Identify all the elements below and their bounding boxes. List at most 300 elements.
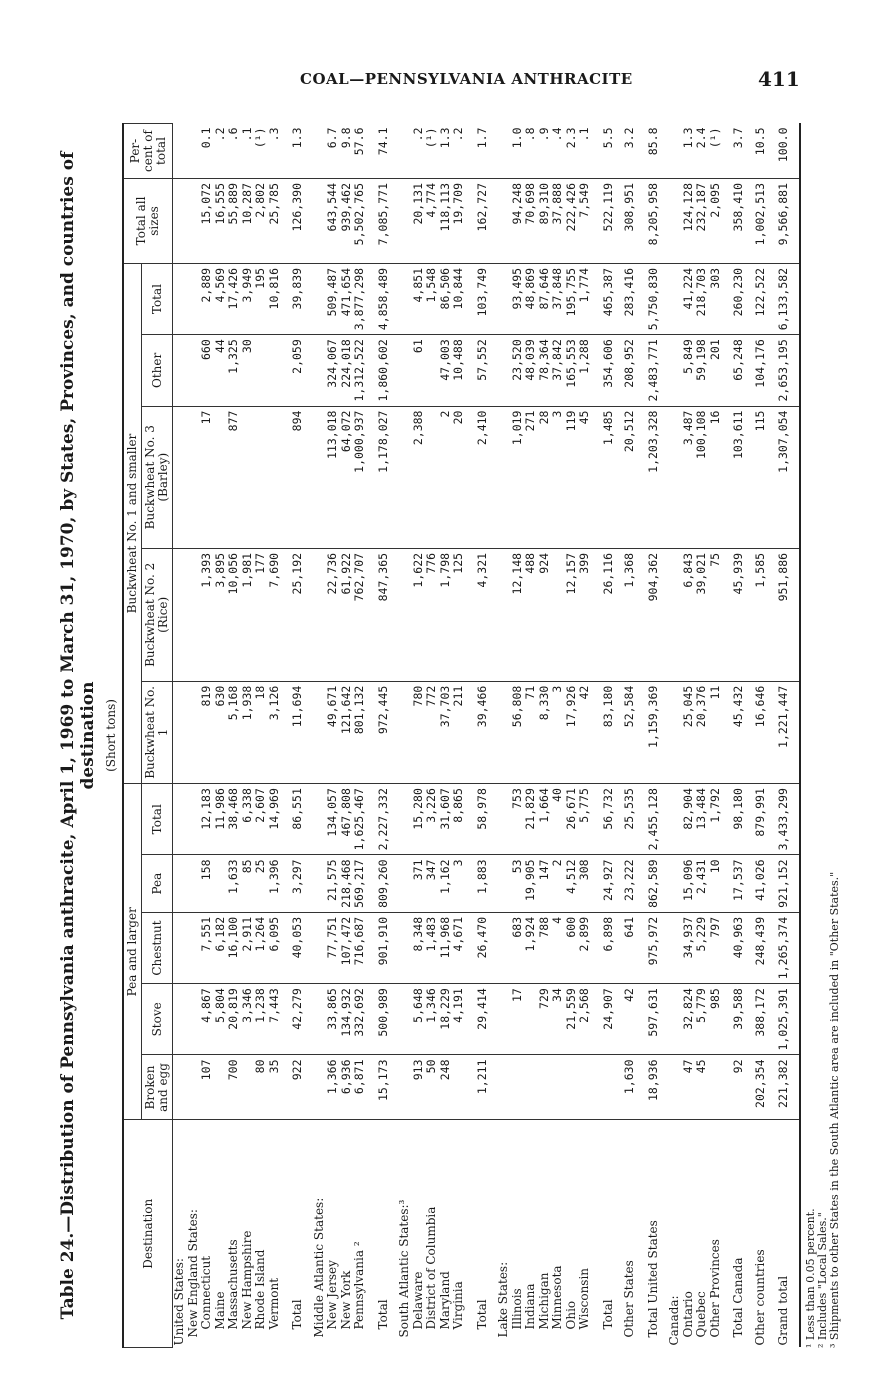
destination-cell: Lake States: bbox=[496, 1261, 510, 1338]
value-cell: 19,905 bbox=[524, 855, 538, 912]
value-cell: 202,354 bbox=[754, 1055, 768, 1120]
value-cell: 1,585 bbox=[754, 548, 768, 681]
value-cell: 4,512 bbox=[565, 855, 579, 912]
value-cell: .1 bbox=[578, 124, 592, 179]
value-cell: 2,483,771 bbox=[637, 335, 669, 406]
col-total-pea: Total bbox=[142, 784, 173, 855]
destination-cell: District of Columbia bbox=[424, 1206, 438, 1330]
value-cell: 37,703 bbox=[439, 681, 453, 783]
value-cell: 399 bbox=[578, 548, 592, 681]
value-cell bbox=[313, 1055, 327, 1120]
value-cell bbox=[668, 912, 682, 983]
value-cell: 49,671 bbox=[326, 681, 340, 783]
running-head: COAL—PENNSYLVANIA ANTHRACITE bbox=[300, 70, 633, 88]
destination-cell: Ontario bbox=[680, 1291, 695, 1338]
destination-cell: Virginia bbox=[451, 1281, 465, 1330]
destination-cell: New Hampshire bbox=[239, 1230, 254, 1330]
value-cell: 126,390 bbox=[281, 179, 313, 264]
value-cell bbox=[592, 1055, 624, 1120]
value-cell: 4,774 bbox=[425, 179, 439, 264]
table-row bbox=[254, 124, 268, 1348]
value-cell: 104,176 bbox=[754, 335, 768, 406]
value-cell: 522,119 bbox=[592, 179, 624, 264]
value-cell: 1,483 bbox=[425, 912, 439, 983]
value-cell: 7,085,771 bbox=[367, 179, 399, 264]
destination-cell: Maine bbox=[212, 1291, 227, 1330]
table-row bbox=[551, 124, 565, 1348]
value-cell: 177 bbox=[254, 548, 268, 681]
value-cell: 21,575 bbox=[326, 855, 340, 912]
value-cell: 985 bbox=[709, 984, 723, 1055]
value-cell: 354,606 bbox=[592, 335, 624, 406]
value-cell: 5,229 bbox=[695, 912, 709, 983]
value-cell: 89,310 bbox=[538, 179, 552, 264]
footnotes bbox=[805, 123, 841, 1348]
value-cell: 42 bbox=[578, 681, 592, 783]
value-cell bbox=[187, 263, 201, 334]
destination-cell: Middle Atlantic States: bbox=[311, 1197, 326, 1338]
value-cell: 630 bbox=[214, 681, 228, 783]
value-cell: 103,611 bbox=[722, 406, 754, 548]
value-cell: 2,653,195 bbox=[767, 335, 800, 406]
value-cell: 894 bbox=[281, 406, 313, 548]
value-cell: 1,981 bbox=[241, 548, 255, 681]
value-cell bbox=[425, 406, 439, 548]
value-cell: 208,952 bbox=[623, 335, 637, 406]
destination-cell: United States: bbox=[172, 1258, 186, 1346]
value-cell: 1,774 bbox=[578, 263, 592, 334]
value-cell: 1.3 bbox=[281, 124, 313, 179]
destination-cell: Total bbox=[290, 1299, 304, 1330]
table-row bbox=[326, 124, 340, 1348]
value-cell bbox=[214, 855, 228, 912]
section-header-row bbox=[173, 124, 187, 1348]
value-cell: 100,108 bbox=[695, 406, 709, 548]
value-cell: 6.7 bbox=[326, 124, 340, 179]
value-cell: 901,910 bbox=[367, 912, 399, 983]
value-cell: 17 bbox=[200, 406, 214, 548]
value-cell: 913 bbox=[412, 1055, 426, 1120]
value-cell: 4,321 bbox=[466, 548, 498, 681]
value-cell bbox=[497, 335, 511, 406]
value-cell: 797 bbox=[709, 912, 723, 983]
value-cell: 729 bbox=[538, 984, 552, 1055]
value-cell bbox=[187, 984, 201, 1055]
value-cell: 6,133,582 bbox=[767, 263, 800, 334]
value-cell bbox=[241, 1055, 255, 1120]
value-cell: 23,520 bbox=[511, 335, 525, 406]
destination-cell: Massachusetts bbox=[226, 1239, 240, 1330]
value-cell: 879,991 bbox=[754, 784, 768, 855]
value-cell bbox=[538, 1055, 552, 1120]
value-cell: 30 bbox=[241, 335, 255, 406]
group-pea-and-larger: Pea and larger bbox=[123, 784, 142, 1120]
col-bw3: Buckwheat No. 3 (Barley) bbox=[142, 406, 173, 548]
value-cell bbox=[254, 335, 268, 406]
value-cell: 4,858,489 bbox=[367, 263, 399, 334]
value-cell: 1,162 bbox=[439, 855, 453, 912]
value-cell: 12,157 bbox=[565, 548, 579, 681]
value-cell: 41,026 bbox=[754, 855, 768, 912]
value-cell: 158 bbox=[200, 855, 214, 912]
value-cell: 18 bbox=[254, 681, 268, 783]
value-cell: 2.4 bbox=[695, 124, 709, 179]
value-cell: 80 bbox=[254, 1055, 268, 1120]
value-cell: 2,059 bbox=[281, 335, 313, 406]
value-cell bbox=[187, 179, 201, 264]
value-cell: 2,388 bbox=[412, 406, 426, 548]
value-cell: 922 bbox=[281, 1055, 313, 1120]
value-cell: 56,732 bbox=[592, 784, 624, 855]
destination-cell: Pennsylvania ² bbox=[352, 1241, 366, 1330]
value-cell: 12,148 bbox=[511, 548, 525, 681]
value-cell: 222,426 bbox=[565, 179, 579, 264]
value-cell: 1,633 bbox=[227, 855, 241, 912]
value-cell: 22,736 bbox=[326, 548, 340, 681]
value-cell: 124,128 bbox=[682, 179, 696, 264]
total-row bbox=[367, 124, 399, 1348]
value-cell: 1,548 bbox=[425, 263, 439, 334]
value-cell: 332,692 bbox=[353, 984, 367, 1055]
table-row bbox=[565, 124, 579, 1348]
value-cell: 24,927 bbox=[592, 855, 624, 912]
value-cell: 21,829 bbox=[524, 784, 538, 855]
value-cell: 11,968 bbox=[439, 912, 453, 983]
value-cell: 98,180 bbox=[722, 784, 754, 855]
value-cell: 4,191 bbox=[452, 984, 466, 1055]
value-cell: 2 bbox=[439, 406, 453, 548]
value-cell: 3,895 bbox=[214, 548, 228, 681]
value-cell: 25,535 bbox=[623, 784, 637, 855]
value-cell: 82,904 bbox=[682, 784, 696, 855]
value-cell bbox=[398, 548, 412, 681]
value-cell: 1,025,391 bbox=[767, 984, 800, 1055]
value-cell: 600 bbox=[565, 912, 579, 983]
value-cell: (¹) bbox=[425, 124, 439, 179]
value-cell: 93,495 bbox=[511, 263, 525, 334]
value-cell: 1,211 bbox=[466, 1055, 498, 1120]
value-cell: 6,871 bbox=[353, 1055, 367, 1120]
destination-cell: Total bbox=[375, 1299, 390, 1330]
value-cell: 271 bbox=[524, 406, 538, 548]
value-cell: 951,886 bbox=[767, 548, 800, 681]
value-cell: 6,182 bbox=[214, 912, 228, 983]
destination-cell: Minnesota bbox=[550, 1265, 564, 1330]
table-row bbox=[340, 124, 354, 1348]
value-cell: 904,362 bbox=[637, 548, 669, 681]
value-cell: 358,410 bbox=[722, 179, 754, 264]
value-cell bbox=[668, 406, 682, 548]
value-cell: 260,230 bbox=[722, 263, 754, 334]
value-cell: 34 bbox=[551, 984, 565, 1055]
value-cell: 64,072 bbox=[340, 406, 354, 548]
value-cell bbox=[497, 855, 511, 912]
value-cell bbox=[173, 912, 187, 983]
value-cell: 641 bbox=[623, 912, 637, 983]
value-cell: 14,969 bbox=[268, 784, 282, 855]
value-cell: 18,229 bbox=[439, 984, 453, 1055]
value-cell: 819 bbox=[200, 681, 214, 783]
value-cell: 17,537 bbox=[722, 855, 754, 912]
value-cell: 7,549 bbox=[578, 179, 592, 264]
destination-cell: New England States: bbox=[185, 1209, 200, 1338]
value-cell: 1,485 bbox=[592, 406, 624, 548]
total-row bbox=[637, 124, 669, 1348]
value-cell: 100.0 bbox=[767, 124, 800, 179]
value-cell bbox=[214, 1055, 228, 1120]
value-cell: 500,989 bbox=[367, 984, 399, 1055]
value-cell: 35 bbox=[268, 1055, 282, 1120]
table-row bbox=[425, 124, 439, 1348]
value-cell: 165,553 bbox=[565, 335, 579, 406]
value-cell: 1,664 bbox=[538, 784, 552, 855]
value-cell bbox=[398, 984, 412, 1055]
value-cell: .6 bbox=[227, 124, 241, 179]
value-cell: 15,096 bbox=[682, 855, 696, 912]
value-cell: 6,898 bbox=[592, 912, 624, 983]
value-cell bbox=[187, 124, 201, 179]
value-cell: 308,951 bbox=[623, 179, 637, 264]
value-cell: 5,648 bbox=[412, 984, 426, 1055]
value-cell bbox=[398, 855, 412, 912]
value-cell: 17 bbox=[511, 984, 525, 1055]
value-cell: 45,939 bbox=[722, 548, 754, 681]
value-cell bbox=[425, 335, 439, 406]
value-cell: 16,555 bbox=[214, 179, 228, 264]
value-cell: 5,168 bbox=[227, 681, 241, 783]
value-cell: 1,288 bbox=[578, 335, 592, 406]
value-cell: 10,488 bbox=[452, 335, 466, 406]
value-cell: 324,067 bbox=[326, 335, 340, 406]
value-cell: 201 bbox=[709, 335, 723, 406]
value-cell: 125 bbox=[452, 548, 466, 681]
value-cell: 2,095 bbox=[709, 179, 723, 264]
value-cell: 118,113 bbox=[439, 179, 453, 264]
value-cell bbox=[173, 124, 187, 179]
destination-cell: Total bbox=[474, 1299, 489, 1330]
value-cell: 15,173 bbox=[367, 1055, 399, 1120]
value-cell: 47,003 bbox=[439, 335, 453, 406]
value-cell: 8,865 bbox=[452, 784, 466, 855]
section-header-row bbox=[313, 124, 327, 1348]
value-cell bbox=[187, 548, 201, 681]
value-cell bbox=[173, 548, 187, 681]
value-cell: 1,019 bbox=[511, 406, 525, 548]
value-cell: 48,869 bbox=[524, 263, 538, 334]
value-cell: 660 bbox=[200, 335, 214, 406]
value-cell: 3,226 bbox=[425, 784, 439, 855]
value-cell: 283,416 bbox=[623, 263, 637, 334]
value-cell: 224,018 bbox=[340, 335, 354, 406]
value-cell: 47 bbox=[682, 1055, 696, 1120]
value-cell: 33,865 bbox=[326, 984, 340, 1055]
value-cell bbox=[497, 681, 511, 783]
value-cell: 26,671 bbox=[565, 784, 579, 855]
value-cell: 56,808 bbox=[511, 681, 525, 783]
value-cell: 1,798 bbox=[439, 548, 453, 681]
destination-cell: New Jersey bbox=[325, 1260, 339, 1330]
value-cell: 45 bbox=[695, 1055, 709, 1120]
value-cell: 70,698 bbox=[524, 179, 538, 264]
section-header-row bbox=[668, 124, 682, 1348]
table-row bbox=[682, 124, 696, 1348]
value-cell bbox=[313, 912, 327, 983]
value-cell: 1,221,447 bbox=[767, 681, 800, 783]
value-cell: 24,907 bbox=[592, 984, 624, 1055]
value-cell: 39,466 bbox=[466, 681, 498, 783]
value-cell: 788 bbox=[538, 912, 552, 983]
destination-cell: Indiana bbox=[523, 1283, 537, 1330]
value-cell: 107,472 bbox=[340, 912, 354, 983]
value-cell: 218,468 bbox=[340, 855, 354, 912]
value-cell: 218,703 bbox=[695, 263, 709, 334]
value-cell bbox=[398, 263, 412, 334]
value-cell bbox=[268, 406, 282, 548]
value-cell: 20,819 bbox=[227, 984, 241, 1055]
destination-cell: Total United States bbox=[645, 1220, 660, 1338]
total-row bbox=[592, 124, 624, 1348]
value-cell: 12,183 bbox=[200, 784, 214, 855]
value-cell: 134,932 bbox=[340, 984, 354, 1055]
value-cell: 16 bbox=[709, 406, 723, 548]
value-cell: 26,470 bbox=[466, 912, 498, 983]
destination-cell: Total Canada bbox=[731, 1257, 745, 1338]
value-cell bbox=[187, 912, 201, 983]
value-cell bbox=[313, 548, 327, 681]
value-cell: 700 bbox=[227, 1055, 241, 1120]
value-cell bbox=[497, 124, 511, 179]
value-cell: 4,851 bbox=[412, 263, 426, 334]
value-cell: 195,755 bbox=[565, 263, 579, 334]
value-cell: 39,588 bbox=[722, 984, 754, 1055]
value-cell: 716,687 bbox=[353, 912, 367, 983]
value-cell: 509,487 bbox=[326, 263, 340, 334]
value-cell: 45,432 bbox=[722, 681, 754, 783]
value-cell: 1,325 bbox=[227, 335, 241, 406]
value-cell: 8,348 bbox=[412, 912, 426, 983]
value-cell: 0.1 bbox=[200, 124, 214, 179]
value-cell: .3 bbox=[268, 124, 282, 179]
destination-cell: Vermont bbox=[266, 1277, 281, 1330]
value-cell: 1.0 bbox=[511, 124, 525, 179]
value-cell: 5,779 bbox=[695, 984, 709, 1055]
value-cell: 5,502,765 bbox=[353, 179, 367, 264]
value-cell: 1,159,369 bbox=[637, 681, 669, 783]
value-cell: 20 bbox=[452, 406, 466, 548]
value-cell: 10,056 bbox=[227, 548, 241, 681]
value-cell: 1,002,513 bbox=[754, 179, 768, 264]
value-cell: 308 bbox=[578, 855, 592, 912]
value-cell: 5,750,830 bbox=[637, 263, 669, 334]
value-cell bbox=[313, 124, 327, 179]
value-cell bbox=[254, 406, 268, 548]
value-cell: 2,410 bbox=[466, 406, 498, 548]
value-cell: 1,938 bbox=[241, 681, 255, 783]
value-cell: 471,654 bbox=[340, 263, 354, 334]
value-cell: 248,439 bbox=[754, 912, 768, 983]
value-cell: 924 bbox=[538, 548, 552, 681]
value-cell bbox=[241, 406, 255, 548]
value-cell: (¹) bbox=[709, 124, 723, 179]
value-cell bbox=[578, 1055, 592, 1120]
value-cell: 17,926 bbox=[565, 681, 579, 783]
value-cell: 11 bbox=[709, 681, 723, 783]
table-caption: Table 24.—Distribution of Pennsylvania anthracite, April 1, 1969 to March 31, 1970, by States, Provinces, and countries of destination bbox=[58, 151, 98, 1320]
value-cell: 53 bbox=[511, 855, 525, 912]
value-cell: 1.3 bbox=[439, 124, 453, 179]
value-cell: 61 bbox=[412, 335, 426, 406]
distribution-table bbox=[122, 123, 801, 1348]
value-cell: 74.1 bbox=[367, 124, 399, 179]
value-cell bbox=[173, 335, 187, 406]
value-cell bbox=[398, 124, 412, 179]
value-cell: 7,443 bbox=[268, 984, 282, 1055]
value-cell: 40,053 bbox=[281, 912, 313, 983]
value-cell: 1,393 bbox=[200, 548, 214, 681]
value-cell: 16,100 bbox=[227, 912, 241, 983]
value-cell: 3,346 bbox=[241, 984, 255, 1055]
value-cell: 10,844 bbox=[452, 263, 466, 334]
value-cell: 1,366 bbox=[326, 1055, 340, 1120]
value-cell: 4,671 bbox=[452, 912, 466, 983]
value-cell bbox=[398, 681, 412, 783]
value-cell: 3 bbox=[452, 855, 466, 912]
total-row bbox=[722, 124, 754, 1348]
col-total-all: Total all sizes bbox=[123, 179, 173, 264]
value-cell: 77,751 bbox=[326, 912, 340, 983]
section-header-row bbox=[497, 124, 511, 1348]
value-cell: 2,911 bbox=[241, 912, 255, 983]
value-cell: 388,172 bbox=[754, 984, 768, 1055]
value-cell bbox=[497, 984, 511, 1055]
value-cell bbox=[187, 335, 201, 406]
value-cell: 2,568 bbox=[578, 984, 592, 1055]
value-cell: 2,227,332 bbox=[367, 784, 399, 855]
value-cell: 86,551 bbox=[281, 784, 313, 855]
value-cell: 801,132 bbox=[353, 681, 367, 783]
value-cell bbox=[313, 335, 327, 406]
value-cell bbox=[551, 548, 565, 681]
value-cell bbox=[668, 548, 682, 681]
value-cell bbox=[173, 406, 187, 548]
value-cell: 221,382 bbox=[767, 1055, 800, 1120]
value-cell: 303 bbox=[709, 263, 723, 334]
table-row bbox=[578, 124, 592, 1348]
value-cell: 1,238 bbox=[254, 984, 268, 1055]
value-cell bbox=[668, 984, 682, 1055]
value-cell bbox=[313, 984, 327, 1055]
value-cell bbox=[668, 124, 682, 179]
value-cell: 2,431 bbox=[695, 855, 709, 912]
page-number: 411 bbox=[758, 67, 800, 91]
footnote-1: ¹ Less than 0.05 percent. bbox=[803, 1208, 817, 1348]
value-cell: 6,936 bbox=[340, 1055, 354, 1120]
value-cell: 92 bbox=[722, 1055, 754, 1120]
value-cell bbox=[497, 912, 511, 983]
value-cell: 921,152 bbox=[767, 855, 800, 912]
value-cell: 1,625,467 bbox=[353, 784, 367, 855]
value-cell: 78,364 bbox=[538, 335, 552, 406]
value-cell: 877 bbox=[227, 406, 241, 548]
value-cell bbox=[313, 855, 327, 912]
value-cell: 465,387 bbox=[592, 263, 624, 334]
value-cell: .2 bbox=[452, 124, 466, 179]
value-cell: 1,368 bbox=[623, 548, 637, 681]
value-cell: 3.2 bbox=[623, 124, 637, 179]
value-cell: 467,808 bbox=[340, 784, 354, 855]
value-cell: 3,297 bbox=[281, 855, 313, 912]
value-cell bbox=[187, 681, 201, 783]
